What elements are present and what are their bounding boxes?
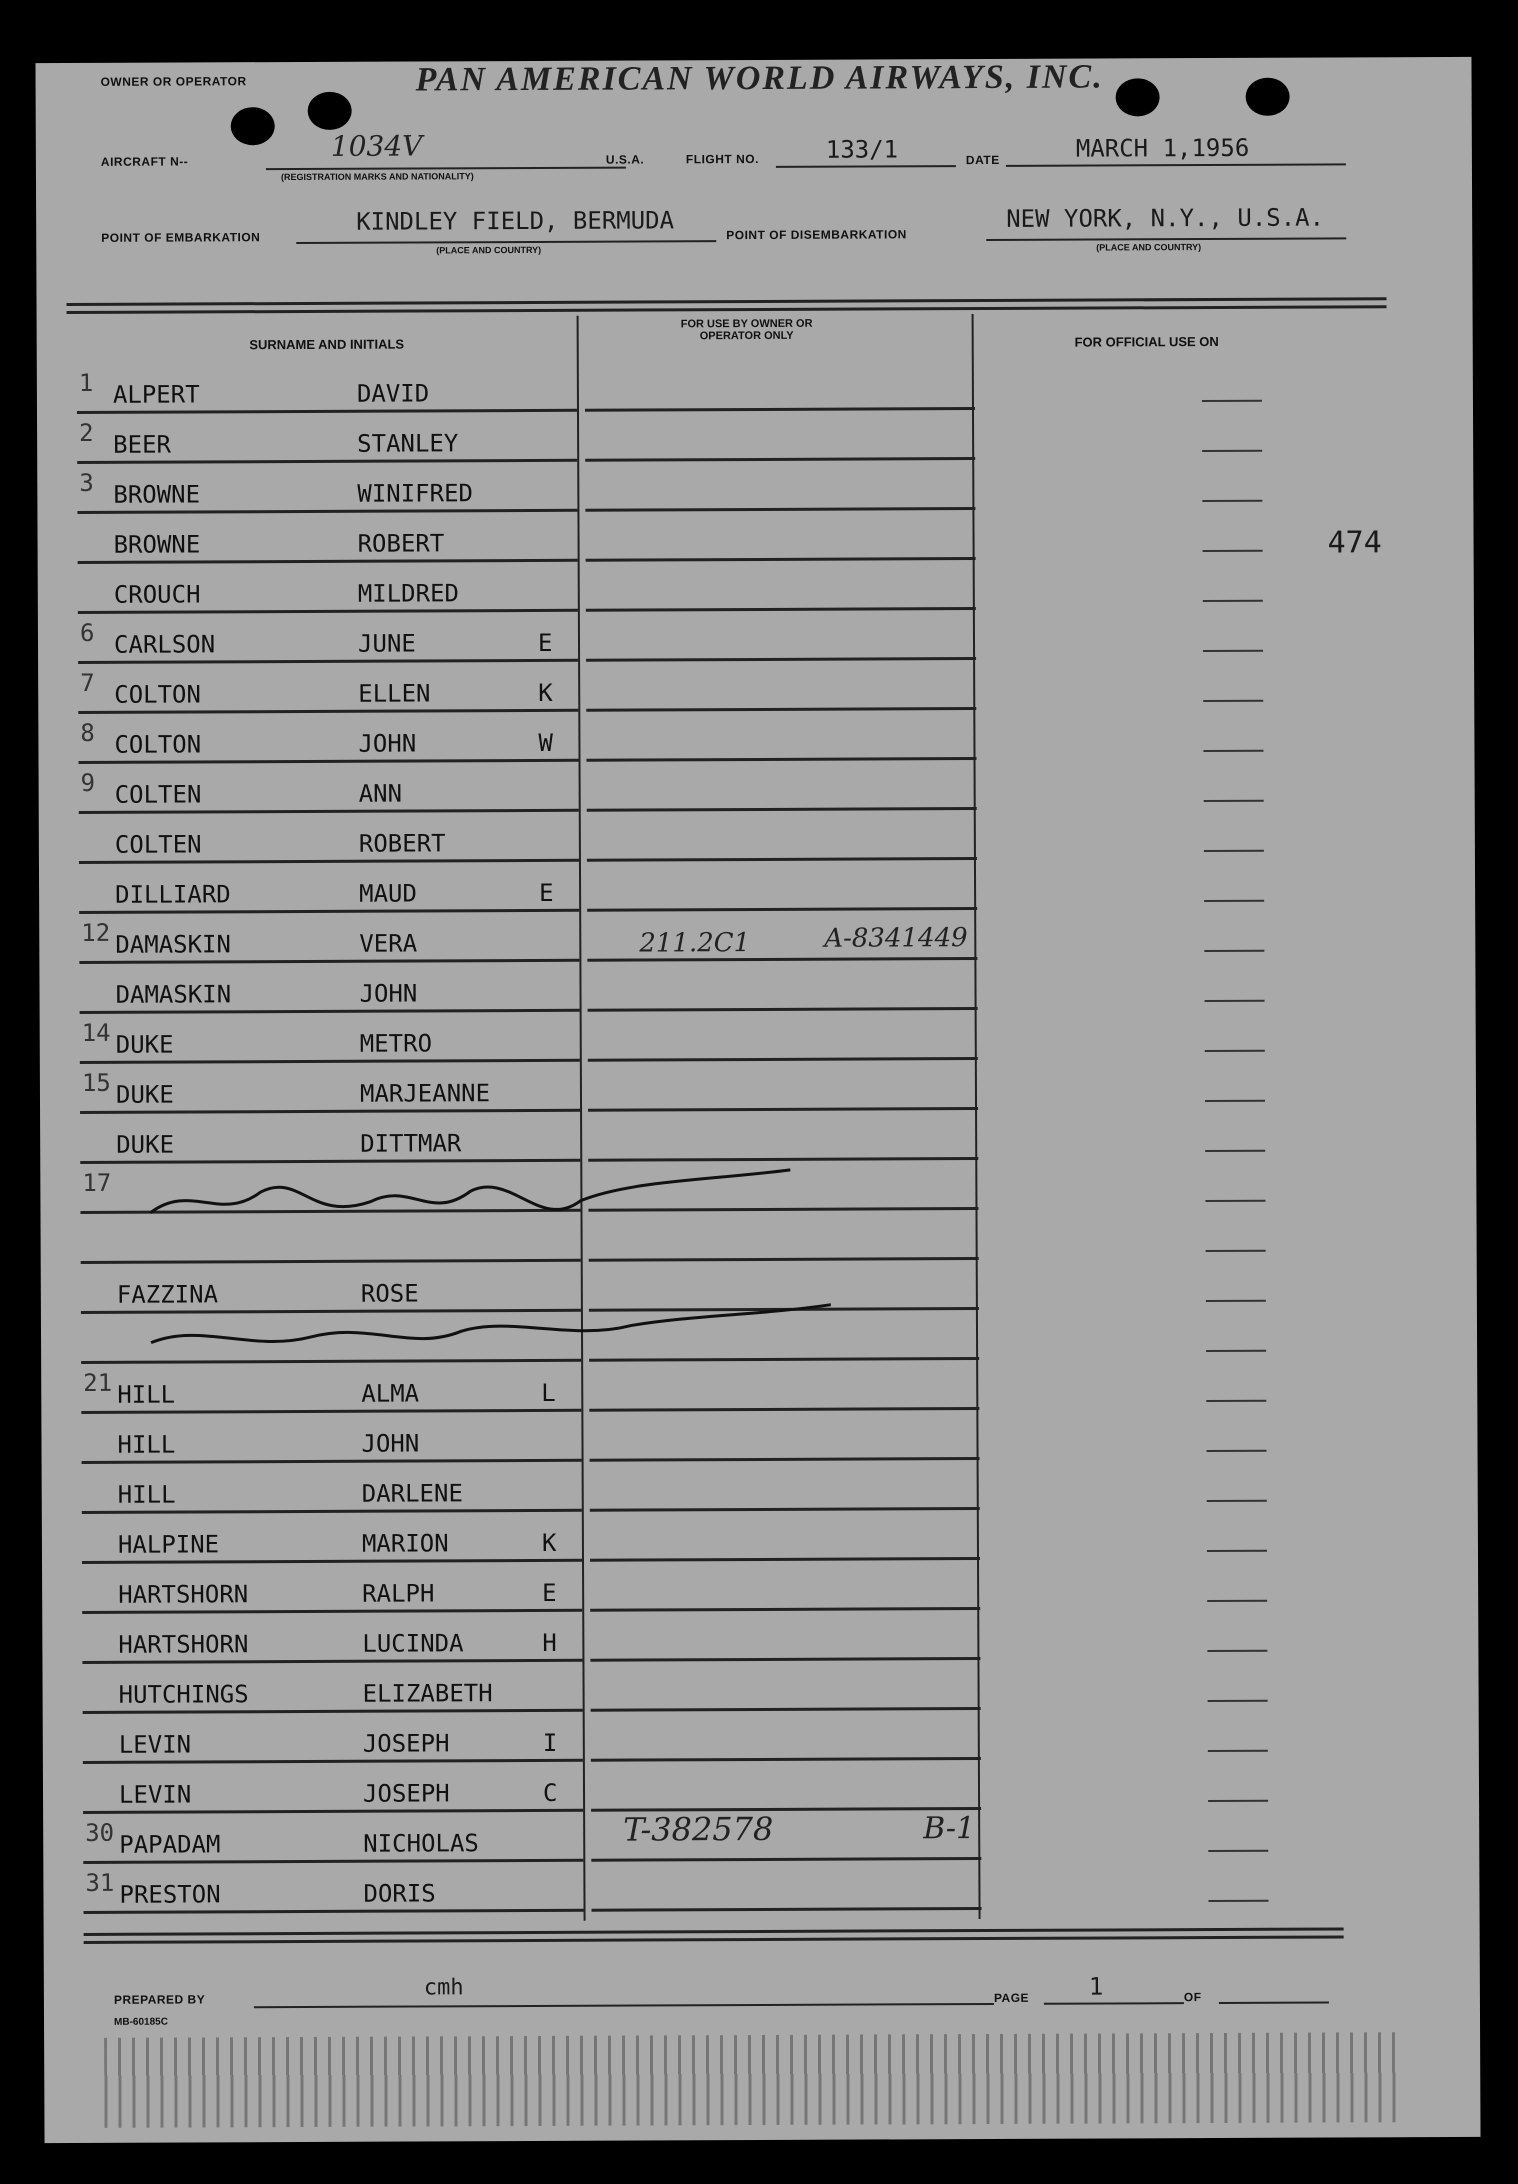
passenger-given-name: JOHN	[361, 1429, 420, 1458]
passenger-row	[40, 1107, 1476, 1163]
page-label: PAGE	[993, 1990, 1030, 2005]
passenger-surname: PRESTON	[119, 1880, 221, 1909]
punch-hole	[1116, 78, 1160, 116]
row-number: 30	[85, 1818, 115, 1847]
passenger-initial: K	[538, 678, 553, 707]
prepared-line	[254, 2003, 994, 2008]
disembarkation-place: NEW YORK, N.Y., U.S.A.	[1006, 203, 1325, 233]
passenger-initial: I	[542, 1728, 558, 1757]
official-column-rule	[1204, 950, 1264, 952]
punch-hole	[1246, 78, 1290, 116]
passenger-row	[38, 607, 1474, 663]
official-column-rule	[1202, 500, 1262, 502]
passenger-given-name: METRO	[359, 1029, 433, 1058]
passenger-given-name: VERA	[359, 929, 418, 958]
registration-caption: (REGISTRATION MARKS AND NATIONALITY)	[280, 171, 474, 183]
passenger-row	[42, 1607, 1478, 1663]
passenger-row	[42, 1657, 1478, 1713]
passenger-surname: HILL	[117, 1430, 176, 1459]
date-line	[1006, 163, 1346, 166]
official-column-rule	[1206, 1400, 1266, 1402]
passenger-surname: HARTSHORN	[118, 1630, 249, 1659]
official-column-rule	[1204, 900, 1264, 902]
passenger-row	[39, 907, 1475, 963]
passenger-row	[38, 557, 1474, 613]
official-column-rule	[1208, 1750, 1268, 1752]
passenger-row	[39, 857, 1475, 913]
row-number: 15	[81, 1068, 111, 1097]
passenger-row	[40, 1057, 1476, 1113]
passenger-row	[39, 957, 1475, 1013]
date-label: DATE	[965, 152, 1000, 168]
row-number: 8	[80, 718, 95, 747]
damaskin-ref: 211.2C1	[639, 928, 751, 959]
official-column-rule	[1207, 1650, 1267, 1652]
row-number: 9	[80, 768, 96, 797]
official-column-rule	[1207, 1450, 1267, 1452]
passenger-given-name: MAUD	[359, 879, 417, 908]
passenger-row	[37, 357, 1473, 413]
official-column-rule	[1208, 1700, 1268, 1702]
print-noise	[104, 2032, 1404, 2128]
column-surname: SURNAME AND INITIALS	[249, 336, 405, 353]
passenger-initial: C	[542, 1778, 558, 1807]
aircraft-label: AIRCRAFT N--	[100, 154, 189, 169]
embarkation-line	[296, 240, 716, 244]
official-column-rule	[1207, 1600, 1267, 1602]
official-column-rule	[1203, 650, 1263, 652]
flight-date: MARCH 1,1956	[1075, 133, 1250, 163]
disembarkation-line	[986, 237, 1346, 241]
passenger-initial: K	[541, 1528, 557, 1557]
official-column-rule	[1206, 1300, 1266, 1302]
punch-hole	[308, 92, 352, 130]
official-column-rule	[1203, 600, 1263, 602]
of-label: OF	[1183, 1990, 1202, 2005]
official-column-rule	[1204, 800, 1264, 802]
passenger-row	[40, 1007, 1476, 1063]
passenger-surname: LEVIN	[118, 1730, 192, 1759]
passenger-surname: ALPERT	[112, 380, 200, 409]
usa-label: U.S.A.	[605, 152, 645, 167]
official-column-rule	[1206, 1250, 1266, 1252]
passenger-row	[37, 457, 1473, 513]
official-column-rule	[1206, 1350, 1266, 1352]
passenger-row	[37, 407, 1473, 463]
official-column-rule	[1202, 400, 1262, 402]
papadam-class: B-1	[923, 1811, 976, 1847]
passenger-row	[43, 1857, 1479, 1913]
passenger-row	[38, 657, 1474, 713]
row-number: 7	[80, 668, 95, 697]
passenger-surname: HILL	[117, 1380, 176, 1409]
company-title: PAN AMERICAN WORLD AIRWAYS, INC.	[415, 58, 1104, 99]
page-number: 1	[1088, 1972, 1104, 2001]
passenger-given-name: ELLEN	[358, 679, 431, 708]
passenger-row	[41, 1407, 1477, 1463]
passenger-surname: HARTSHORN	[118, 1580, 249, 1609]
footer-rule	[84, 1935, 1344, 1943]
passenger-row	[43, 1707, 1479, 1763]
passenger-row	[38, 707, 1474, 763]
disembark-place-caption: (PLACE AND COUNTRY)	[1096, 242, 1202, 253]
passenger-given-name: MARJEANNE	[359, 1079, 491, 1108]
strikethrough-scribble	[111, 1300, 831, 1363]
passenger-given-name: JOSEPH	[362, 1729, 450, 1758]
aircraft-number: 1034V	[330, 129, 423, 163]
passenger-given-name: ANN	[358, 779, 403, 808]
passenger-row	[39, 757, 1475, 813]
passenger-surname: HALPINE	[117, 1530, 220, 1559]
passenger-surname: BEER	[113, 430, 171, 459]
row-number: 14	[81, 1018, 111, 1047]
official-column-rule	[1205, 1150, 1265, 1152]
column-official-use: FOR OFFICIAL USE ON	[1074, 333, 1219, 350]
flight-line	[776, 165, 956, 168]
row-number: 3	[79, 468, 94, 497]
official-column-rule	[1205, 1000, 1265, 1002]
manifest-page	[35, 57, 1480, 2143]
passenger-surname: DUKE	[116, 1130, 175, 1159]
passenger-surname: HILL	[117, 1480, 176, 1509]
passenger-surname: DILLIARD	[115, 880, 231, 909]
passenger-row	[41, 1357, 1477, 1413]
row-number: 17	[82, 1168, 112, 1197]
passenger-row	[43, 1757, 1479, 1813]
official-column-rule	[1208, 1800, 1268, 1802]
passenger-surname: DAMASKIN	[115, 930, 231, 959]
passenger-given-name: JOHN	[359, 979, 418, 1008]
passenger-surname: BROWNE	[113, 530, 201, 559]
passenger-initial: W	[538, 728, 553, 757]
passenger-initial: L	[541, 1378, 556, 1407]
passenger-given-name: MILDRED	[357, 579, 460, 608]
passenger-given-name: DARLENE	[361, 1479, 463, 1508]
passenger-given-name: WINIFRED	[357, 479, 474, 508]
official-column-rule	[1204, 850, 1264, 852]
official-column-rule	[1205, 1200, 1265, 1202]
of-line	[1219, 2002, 1329, 2004]
header-rule	[67, 305, 1387, 314]
official-column-rule	[1208, 1900, 1268, 1902]
passenger-given-name: LUCINDA	[362, 1629, 464, 1658]
passenger-given-name: NICHOLAS	[363, 1829, 479, 1858]
damaskin-alien-number: A-8341449	[824, 923, 968, 954]
margin-number: 474	[1327, 525, 1382, 561]
passenger-surname: COLTEN	[114, 830, 202, 859]
passenger-given-name: JUNE	[357, 629, 416, 658]
punch-hole	[231, 107, 275, 145]
passenger-row	[42, 1507, 1478, 1563]
row-number: 12	[81, 918, 111, 947]
disembarkation-label: POINT OF DISEMBARKATION	[726, 227, 907, 243]
passenger-row	[39, 807, 1475, 863]
embarkation-place: KINDLEY FIELD, BERMUDA	[356, 206, 675, 236]
official-column-rule	[1202, 450, 1262, 452]
header-rule	[67, 297, 1387, 306]
passenger-surname: HUTCHINGS	[118, 1680, 249, 1709]
row-number: 6	[79, 618, 95, 647]
row-number: 21	[83, 1368, 113, 1397]
passenger-given-name: DITTMAR	[360, 1129, 462, 1158]
official-column-rule	[1203, 750, 1263, 752]
passenger-surname: DAMASKIN	[115, 980, 232, 1009]
passenger-row	[37, 507, 1473, 563]
page-line	[1044, 2002, 1184, 2005]
owner-column-rule	[592, 1907, 982, 1912]
embarkation-label: POINT OF EMBARKATION	[101, 230, 261, 245]
footer-rule	[84, 1927, 1344, 1935]
passenger-surname: PAPADAM	[119, 1830, 221, 1859]
prepared-by-label: PREPARED BY	[113, 1992, 206, 2007]
passenger-given-name: ROSE	[360, 1279, 419, 1308]
passenger-given-name: STANLEY	[357, 429, 459, 458]
flight-label: FLIGHT NO.	[685, 151, 759, 167]
passenger-given-name: DORIS	[363, 1879, 436, 1908]
passenger-initial: E	[539, 878, 554, 907]
passenger-surname: DUKE	[115, 1030, 174, 1059]
official-column-rule	[1207, 1550, 1267, 1552]
passenger-surname: DUKE	[115, 1080, 174, 1109]
passenger-surname: CROUCH	[113, 580, 201, 609]
passenger-surname: FAZZINA	[116, 1280, 219, 1309]
passenger-given-name: JOHN	[358, 729, 417, 758]
official-column-rule	[1207, 1500, 1267, 1502]
passenger-surname: COLTEN	[114, 780, 202, 809]
papadam-ref: T-382578	[623, 1809, 774, 1849]
passenger-initial: H	[542, 1628, 557, 1657]
prepared-by-value: cmh	[423, 1975, 464, 2001]
flight-number: 133/1	[825, 135, 899, 164]
passenger-row	[42, 1457, 1478, 1513]
passenger-given-name: ELIZABETH	[362, 1679, 493, 1708]
strikethrough-scribble	[110, 1160, 830, 1243]
passenger-initial: E	[542, 1578, 557, 1607]
aircraft-line	[266, 167, 626, 171]
embark-place-caption: (PLACE AND COUNTRY)	[436, 244, 542, 256]
form-code: MB-60185C	[113, 2016, 168, 2028]
owner-label: OWNER OR OPERATOR	[100, 74, 247, 89]
passenger-surname: COLTON	[114, 730, 202, 759]
passenger-initial: E	[537, 628, 553, 657]
official-column-rule	[1208, 1850, 1268, 1852]
official-column-rule	[1205, 1050, 1265, 1052]
passenger-given-name: RALPH	[362, 1579, 435, 1608]
passenger-surname: BROWNE	[113, 480, 201, 509]
passenger-row	[42, 1557, 1478, 1613]
official-column-rule	[1203, 700, 1263, 702]
official-column-rule	[1203, 550, 1263, 552]
passenger-given-name: ROBERT	[357, 529, 445, 558]
passenger-given-name: DAVID	[356, 379, 430, 408]
official-column-rule	[1205, 1100, 1265, 1102]
row-number: 2	[79, 418, 94, 447]
column-owner-use: FOR USE BY OWNER OR OPERATOR ONLY	[680, 317, 813, 343]
row-number: 1	[78, 368, 94, 397]
passenger-given-name: MARION	[361, 1529, 449, 1558]
passenger-surname: LEVIN	[118, 1780, 192, 1809]
passenger-given-name: ROBERT	[358, 829, 446, 858]
row-number: 31	[85, 1868, 115, 1897]
passenger-given-name: JOSEPH	[362, 1779, 450, 1808]
passenger-given-name: ALMA	[361, 1379, 420, 1408]
passenger-surname: COLTON	[114, 680, 201, 709]
passenger-surname: CARLSON	[113, 630, 216, 659]
